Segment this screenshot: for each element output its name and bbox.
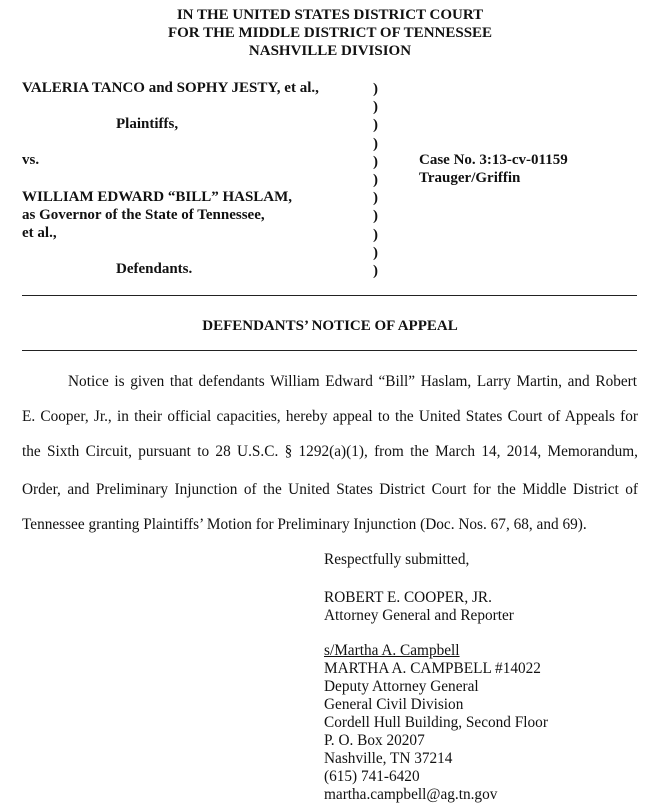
- attorney-general-title: Attorney General and Reporter: [324, 607, 514, 624]
- court-heading-line-1: IN THE UNITED STATES DISTRICT COURT: [176, 7, 484, 23]
- body-line-last: [22, 516, 638, 534]
- document-title: DEFENDANTS’ NOTICE OF APPEAL: [202, 318, 458, 334]
- body-line-text: Order, and Preliminary Injunction of the United States District Court for the Middle District of: [22, 481, 638, 498]
- defendants-label: Defendants.: [116, 261, 193, 277]
- caption-paren: ): [373, 172, 378, 189]
- body-line: [22, 443, 638, 461]
- email-address: martha.campbell@ag.tn.gov: [324, 786, 498, 803]
- city-state-zip: Nashville, TN 37214: [324, 750, 453, 767]
- po-box: P. O. Box 20207: [324, 732, 425, 749]
- versus-label: vs.: [22, 152, 40, 168]
- plaintiffs-names: VALERIA TANCO and SOPHY JESTY, et al.,: [22, 80, 319, 96]
- body-line: [68, 373, 637, 391]
- body-line-text: Tennessee granting Plaintiffs’ Motion for Preliminary Injunction (Doc. Nos. 67, 68, and 69).: [22, 516, 587, 533]
- caption-paren: ): [373, 117, 378, 134]
- court-heading: [0, 6, 660, 60]
- title-bottom-rule: [22, 350, 637, 351]
- caption-paren: ): [373, 226, 378, 243]
- body-line-text: Notice is given that defendants William Edward “Bill” Haslam, Larry Martin, and Robert: [68, 373, 637, 390]
- defendant-et-al: et al.,: [22, 225, 57, 241]
- caption-paren: ): [373, 263, 378, 280]
- assigned-judges: Trauger/Griffin: [419, 170, 521, 186]
- caption-paren: ): [373, 81, 378, 97]
- caption-paren: ): [373, 99, 378, 116]
- attorney-title: Deputy Attorney General: [324, 678, 479, 695]
- defendant-name: WILLIAM EDWARD “BILL” HASLAM,: [22, 189, 293, 205]
- division-name: General Civil Division: [324, 696, 464, 713]
- caption-paren: ): [373, 153, 378, 170]
- attorney-general-name: ROBERT E. COOPER, JR.: [324, 589, 492, 606]
- defendant-capacity: as Governor of the State of Tennessee,: [22, 207, 265, 223]
- body-line: [22, 408, 638, 426]
- caption-paren: ): [373, 244, 378, 261]
- body-line-text: E. Cooper, Jr., in their official capacities, hereby appeal to the United States Court of Appeals for: [22, 408, 638, 425]
- body-line: [22, 481, 638, 499]
- title-top-rule: [22, 295, 637, 296]
- phone-number: (615) 741-6420: [324, 768, 420, 785]
- court-heading-line-2: FOR THE MIDDLE DISTRICT OF TENNESSEE: [167, 25, 493, 41]
- caption-paren: ): [373, 190, 378, 207]
- caption-paren: ): [373, 135, 378, 152]
- attorney-name: MARTHA A. CAMPBELL #14022: [324, 660, 541, 677]
- case-number: Case No. 3:13-cv-01159: [419, 152, 568, 168]
- body-line-text: the Sixth Circuit, pursuant to 28 U.S.C. § 1292(a)(1), from the March 14, 2014, Memorandum,: [22, 443, 638, 460]
- electronic-signature: s/Martha A. Campbell: [324, 642, 460, 659]
- court-heading-line-3: NASHVILLE DIVISION: [248, 43, 412, 59]
- caption-parenthesis-column: [373, 80, 378, 280]
- closing-phrase: Respectfully submitted,: [324, 551, 470, 568]
- building-address: Cordell Hull Building, Second Floor: [324, 714, 548, 731]
- plaintiffs-label: Plaintiffs,: [116, 116, 179, 132]
- caption-paren: ): [373, 208, 378, 225]
